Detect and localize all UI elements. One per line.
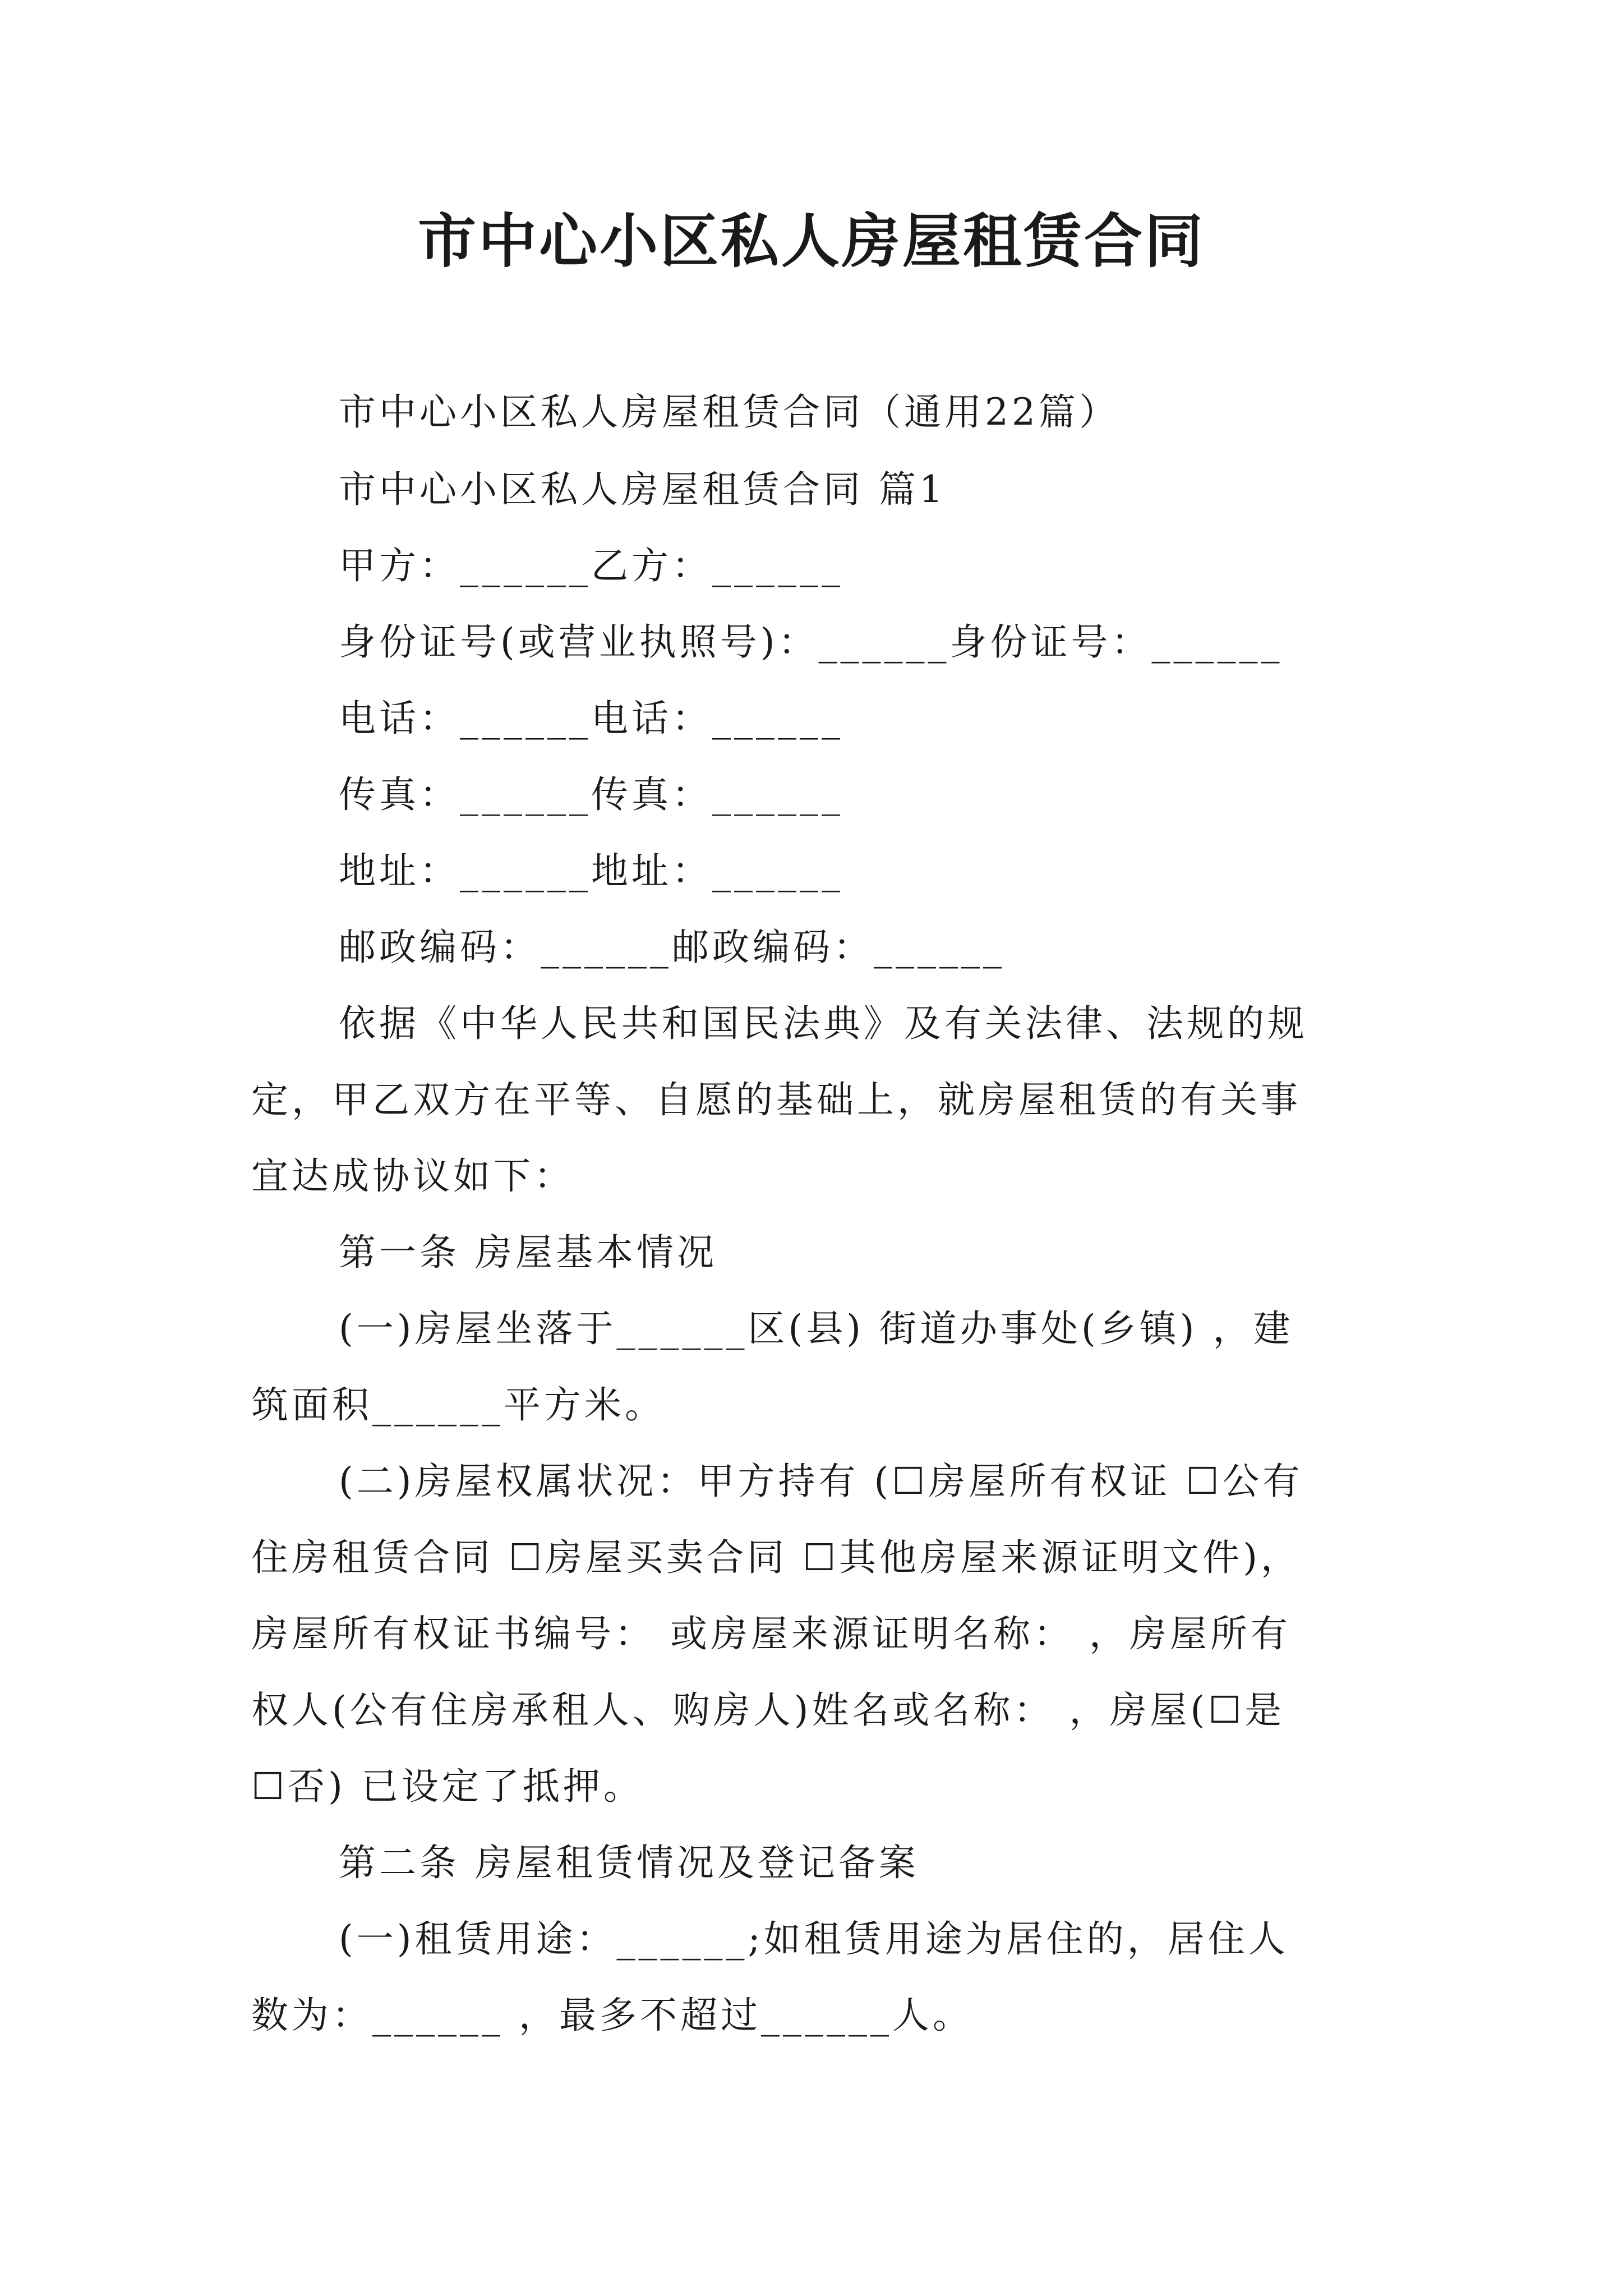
text-line-9: 依据《中华人民共和国民法典》及有关法律、法规的规 — [339, 1002, 1308, 1045]
text-line-2: 市中心小区私人房屋租赁合同 篇1 — [339, 468, 946, 511]
text-line-7: 地址：______地址：______ — [339, 849, 843, 892]
text-line-4: 身份证号(或营业执照号)：______身份证号：______ — [339, 620, 1283, 664]
document-title: 市中心小区私人房屋租赁合同 — [417, 206, 1205, 275]
text-line-21: (一)租赁用途：______;如租赁用途为居住的，居住人 — [339, 1917, 1289, 1961]
text-line-11: 宜达成协议如下： — [251, 1154, 574, 1198]
text-line-10: 定，甲乙双方在平等、自愿的基础上，就房屋租赁的有关事 — [251, 1078, 1301, 1121]
text-line-5: 电话：______电话：______ — [339, 697, 843, 740]
text-line-17: 房屋所有权证书编号： 或房屋来源证明名称： ，房屋所有 — [251, 1612, 1291, 1655]
text-line-8: 邮政编码：______邮政编码：______ — [339, 926, 1005, 969]
text-line-20: 第二条 房屋租赁情况及登记备案 — [339, 1841, 919, 1884]
text-line-14: 筑面积______平方米。 — [251, 1383, 665, 1427]
text-line-22: 数为：______ ，最多不超过______人。 — [251, 1994, 973, 2037]
text-line-18: 权人(公有住房承租人、购房人)姓名或名称： ，房屋(☐是 — [251, 1688, 1285, 1732]
text-line-3: 甲方：______乙方：______ — [339, 544, 843, 587]
text-line-15: (二)房屋权属状况：甲方持有 (☐房屋所有权证 ☐公有 — [339, 1460, 1303, 1503]
text-line-19: ☐否) 已设定了抵押。 — [251, 1765, 644, 1808]
text-line-13: (一)房屋坐落于______区(县) 街道办事处(乡镇) ，建 — [339, 1307, 1294, 1350]
text-line-1: 市中心小区私人房屋租赁合同（通用22篇） — [339, 390, 1119, 434]
text-line-12: 第一条 房屋基本情况 — [339, 1231, 717, 1274]
text-line-6: 传真：______传真：______ — [339, 773, 843, 816]
text-line-16: 住房租赁合同 ☐房屋买卖合同 ☐其他房屋来源证明文件)， — [251, 1536, 1302, 1579]
